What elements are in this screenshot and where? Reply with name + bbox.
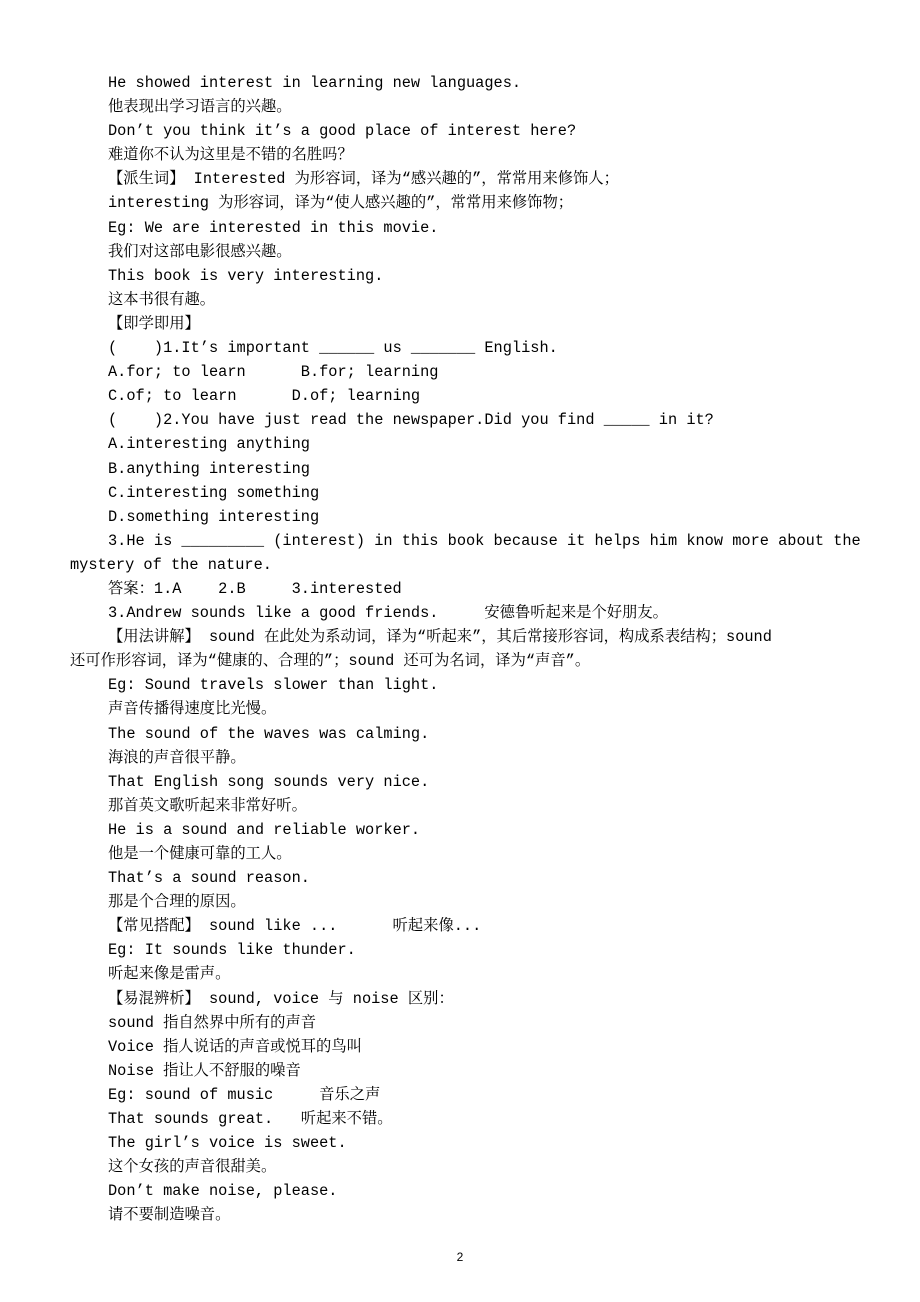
text-line: ( )1.It’s important ______ us _______ English. xyxy=(108,339,558,358)
text-line: 我们对这部电影很感兴趣。 xyxy=(108,242,292,261)
text-line: 这个女孩的声音很甜美。 xyxy=(108,1158,277,1177)
document-body xyxy=(0,71,920,1228)
text-line: This book is very interesting. xyxy=(108,266,384,285)
text-line: Voice 指人说话的声音或悦耳的鸟叫 xyxy=(108,1037,362,1056)
text-line: A.interesting anything xyxy=(108,435,310,454)
text-line: 他是一个健康可靠的工人。 xyxy=(108,845,292,863)
text-line: ( )2.You have just read the newspaper.Did you find _____ in it? xyxy=(108,411,714,430)
text-line: 他表现出学习语言的兴趣。 xyxy=(108,98,292,117)
text-line: B.anything interesting xyxy=(108,459,310,478)
text-line: He showed interest in learning new languages. xyxy=(108,74,522,92)
text-line: Eg: Sound travels slower than light. xyxy=(108,676,439,695)
text-line: sound 指自然界中所有的声音 xyxy=(108,1013,317,1032)
text-line: Eg: We are interested in this movie. xyxy=(108,218,439,237)
text-line: The sound of the waves was calming. xyxy=(108,724,430,743)
text-line: That’s a sound reason. xyxy=(108,869,310,888)
text-line: 【常见搭配】 sound like ... 听起来像... xyxy=(108,917,482,936)
text-line: 那首英文歌听起来非常好听。 xyxy=(108,796,307,815)
text-line: 【易混辨析】 sound, voice 与 noise 区别： xyxy=(108,989,454,1008)
text-line: C.interesting something xyxy=(108,483,320,502)
text-line: 请不要制造噪音。 xyxy=(108,1206,231,1225)
text-line: Noise 指让人不舒服的噪音 xyxy=(108,1061,301,1080)
text-line: That sounds great. 听起来不错。 xyxy=(108,1110,393,1129)
text-line: 听起来像是雷声。 xyxy=(108,965,231,984)
text-line: 3.He is _________ (interest) in this book because it helps him know more about the xyxy=(108,531,861,550)
text-line: The girl’s voice is sweet. xyxy=(108,1134,347,1153)
text-line: 还可作形容词，译为“健康的、合理的”；sound 还可为名词，译为“声音”。 xyxy=(70,652,591,671)
text-line: He is a sound and reliable worker. xyxy=(108,820,421,839)
text-line: 【派生词】 Interested 为形容词，译为“感兴趣的”，常常用来修饰人； xyxy=(108,170,619,189)
text-line: 声音传播得速度比光慢。 xyxy=(108,700,277,719)
text-line: 【用法讲解】 sound 在此处为系动词，译为“听起来”，其后常接形容词，构成系表结构；sound xyxy=(108,628,772,647)
text-line: 这本书很有趣。 xyxy=(108,290,216,309)
text-line: Don’t make noise, please. xyxy=(108,1182,338,1201)
text-line: 那是个合理的原因。 xyxy=(108,893,246,912)
text-line: 难道你不认为这里是不错的名胜吗？ xyxy=(108,146,353,165)
text-line: Don’t you think it’s a good place of interest here? xyxy=(108,122,577,141)
text-line: interesting 为形容词，译为“使人感兴趣的”，常常用来修饰物； xyxy=(108,194,574,213)
text-line: D.something interesting xyxy=(108,507,320,526)
text-line: mystery of the nature. xyxy=(70,555,272,574)
text-line: 3.Andrew sounds like a good friends. 安德鲁听起来是个好朋友。 xyxy=(108,604,668,623)
text-line: 【即学即用】 xyxy=(108,314,200,333)
text-line: Eg: It sounds like thunder. xyxy=(108,941,356,960)
text-line: A.for; to learn B.for; learning xyxy=(108,363,439,382)
text-line: Eg: sound of music 音乐之声 xyxy=(108,1085,381,1104)
text-line: 答案：1.A 2.B 3.interested xyxy=(108,579,402,598)
page-number: 2 xyxy=(456,1250,464,1264)
text-line: That English song sounds very nice. xyxy=(108,772,430,791)
text-line: C.of; to learn D.of; learning xyxy=(108,387,421,406)
text-line: 海浪的声音很平静。 xyxy=(108,748,246,767)
